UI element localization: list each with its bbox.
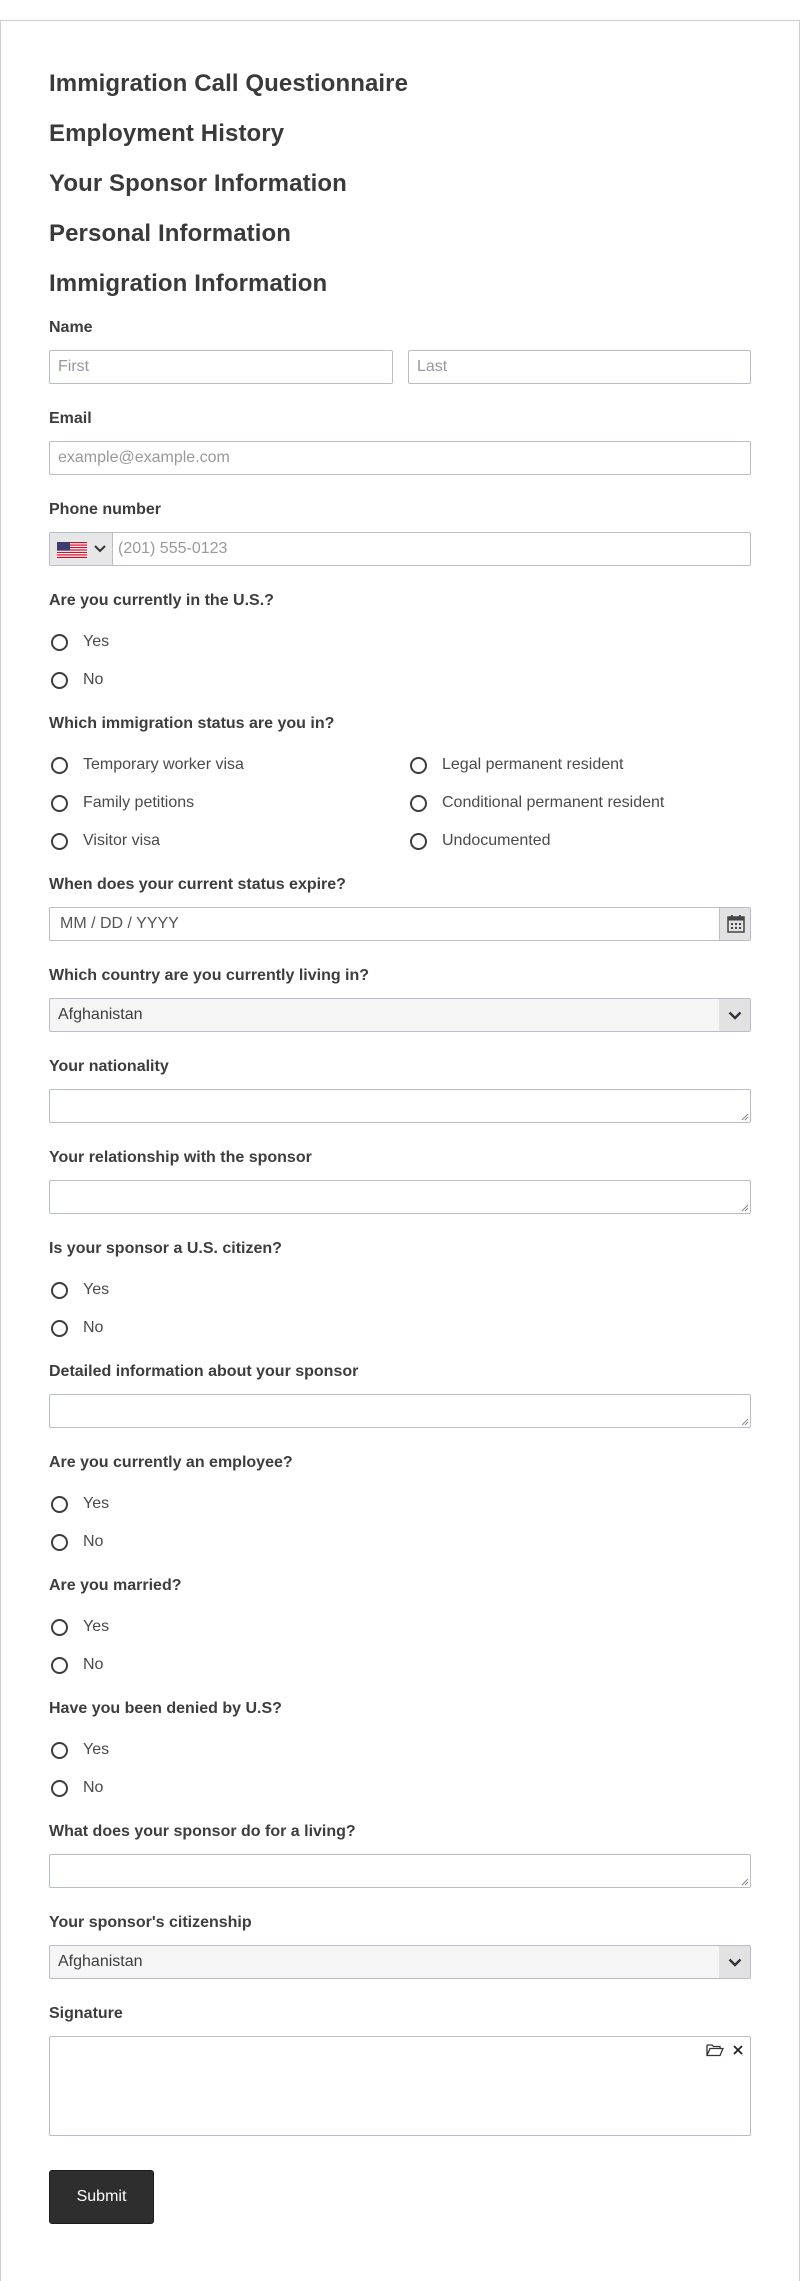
radio-circle (410, 757, 427, 774)
sponsor-citizenship-select[interactable] (49, 1945, 751, 1979)
resize-grip-icon[interactable] (741, 1113, 749, 1121)
radio-label: Yes (83, 633, 110, 650)
status-visitor-visa-radio[interactable] (51, 830, 160, 852)
phone-placeholder: (201) 555-0123 (118, 540, 228, 557)
radio-label: Undocumented (442, 832, 551, 849)
radio-circle (51, 1282, 68, 1299)
radio-circle (51, 1619, 68, 1636)
sponsor-citizen-label: Is your sponsor a U.S. citizen? (49, 1240, 282, 1257)
radio-label: Yes (83, 1495, 110, 1512)
email-placeholder: example@example.com (58, 449, 230, 466)
chevron-down-icon (728, 1011, 742, 1020)
nationality-label: Your nationality (49, 1058, 169, 1075)
country-code-selector[interactable] (50, 533, 113, 565)
heading-personal-information: Personal Information (49, 220, 292, 247)
in-us-no-radio[interactable] (51, 669, 103, 691)
expire-label: When does your current status expire? (49, 876, 346, 893)
radio-circle (51, 1657, 68, 1674)
resize-grip-icon[interactable] (741, 1204, 749, 1212)
resize-grip-icon[interactable] (741, 1418, 749, 1426)
form-title: Immigration Call Questionnaire (49, 70, 409, 97)
radio-circle (51, 1320, 68, 1337)
sponsor-details-label: Detailed information about your sponsor (49, 1363, 359, 1380)
employee-no-radio[interactable] (51, 1531, 103, 1553)
phone-input[interactable] (49, 532, 751, 566)
radio-circle (51, 1534, 68, 1551)
sponsor-details-textarea[interactable] (49, 1394, 751, 1428)
radio-circle (410, 833, 427, 850)
radio-label: Legal permanent resident (442, 756, 624, 773)
status-family-petitions-radio[interactable] (51, 792, 194, 814)
married-yes-radio[interactable] (51, 1616, 109, 1638)
first-name-input[interactable] (49, 350, 393, 384)
radio-label: Yes (83, 1618, 110, 1635)
radio-label: No (83, 671, 104, 688)
radio-label: No (83, 1779, 104, 1796)
radio-label: Family petitions (83, 794, 195, 811)
sponsor-citizen-no-radio[interactable] (51, 1317, 103, 1339)
denied-yes-radio[interactable] (51, 1739, 109, 1761)
sponsor-citizenship-selected-value: Afghanistan (58, 1953, 143, 1970)
select-arrow (719, 1946, 750, 1978)
status-label: Which immigration status are you in? (49, 715, 335, 732)
radio-circle (51, 1742, 68, 1759)
relationship-label: Your relationship with the sponsor (49, 1149, 312, 1166)
resize-grip-icon[interactable] (741, 1878, 749, 1886)
radio-circle (410, 795, 427, 812)
radio-label: No (83, 1319, 104, 1336)
radio-circle (51, 795, 68, 812)
employee-yes-radio[interactable] (51, 1493, 109, 1515)
in-us-yes-radio[interactable] (51, 631, 109, 653)
radio-circle (51, 833, 68, 850)
country-select[interactable] (49, 998, 751, 1032)
heading-immigration-information: Immigration Information (49, 270, 328, 297)
in-us-label: Are you currently in the U.S.? (49, 592, 274, 609)
expire-date-input[interactable] (49, 907, 751, 941)
radio-circle (51, 672, 68, 689)
nationality-textarea[interactable] (49, 1089, 751, 1123)
radio-label: Yes (83, 1741, 110, 1758)
open-folder-icon[interactable] (706, 2043, 724, 2057)
radio-label: No (83, 1656, 104, 1673)
country-selected-value: Afghanistan (58, 1006, 143, 1023)
radio-circle (51, 634, 68, 651)
status-undocumented-radio[interactable] (410, 830, 551, 852)
married-no-radio[interactable] (51, 1654, 103, 1676)
denied-label: Have you been denied by U.S? (49, 1700, 282, 1717)
submit-button[interactable]: Submit (49, 2170, 154, 2224)
phone-label: Phone number (49, 501, 162, 518)
status-conditional-permanent-radio[interactable] (410, 792, 664, 814)
radio-circle (51, 1780, 68, 1797)
clear-icon[interactable] (732, 2044, 744, 2056)
sponsor-citizenship-label: Your sponsor's citizenship (49, 1914, 252, 1931)
denied-no-radio[interactable] (51, 1777, 103, 1799)
radio-circle (51, 1496, 68, 1513)
chevron-down-icon (94, 545, 106, 553)
radio-label: Visitor visa (83, 832, 161, 849)
status-temporary-worker-radio[interactable] (51, 754, 244, 776)
radio-label: Yes (83, 1281, 110, 1298)
email-label: Email (49, 410, 92, 427)
signature-pad[interactable] (49, 2036, 751, 2136)
chevron-down-icon (728, 1958, 742, 1967)
status-legal-permanent-radio[interactable] (410, 754, 623, 776)
radio-label: Temporary worker visa (83, 756, 244, 773)
calendar-button[interactable] (719, 908, 750, 940)
sponsor-job-label: What does your sponsor do for a living? (49, 1823, 356, 1840)
employee-label: Are you currently an employee? (49, 1454, 293, 1471)
radio-label: No (83, 1533, 104, 1550)
select-arrow (719, 999, 750, 1031)
name-label: Name (49, 319, 93, 336)
email-input[interactable] (49, 441, 751, 475)
country-label: Which country are you currently living in? (49, 967, 370, 984)
date-placeholder: MM / DD / YYYY (60, 915, 179, 932)
relationship-textarea[interactable] (49, 1180, 751, 1214)
radio-circle (51, 757, 68, 774)
calendar-icon (727, 915, 745, 933)
radio-label: Conditional permanent resident (442, 794, 665, 811)
married-label: Are you married? (49, 1577, 182, 1594)
sponsor-job-textarea[interactable] (49, 1854, 751, 1888)
sponsor-citizen-yes-radio[interactable] (51, 1279, 109, 1301)
first-name-placeholder: First (58, 358, 90, 375)
us-flag-icon (57, 542, 87, 558)
last-name-input[interactable] (408, 350, 751, 384)
signature-label: Signature (49, 2005, 123, 2022)
heading-employment-history: Employment History (49, 120, 285, 147)
last-name-placeholder: Last (417, 358, 448, 375)
heading-sponsor-information: Your Sponsor Information (49, 170, 347, 197)
